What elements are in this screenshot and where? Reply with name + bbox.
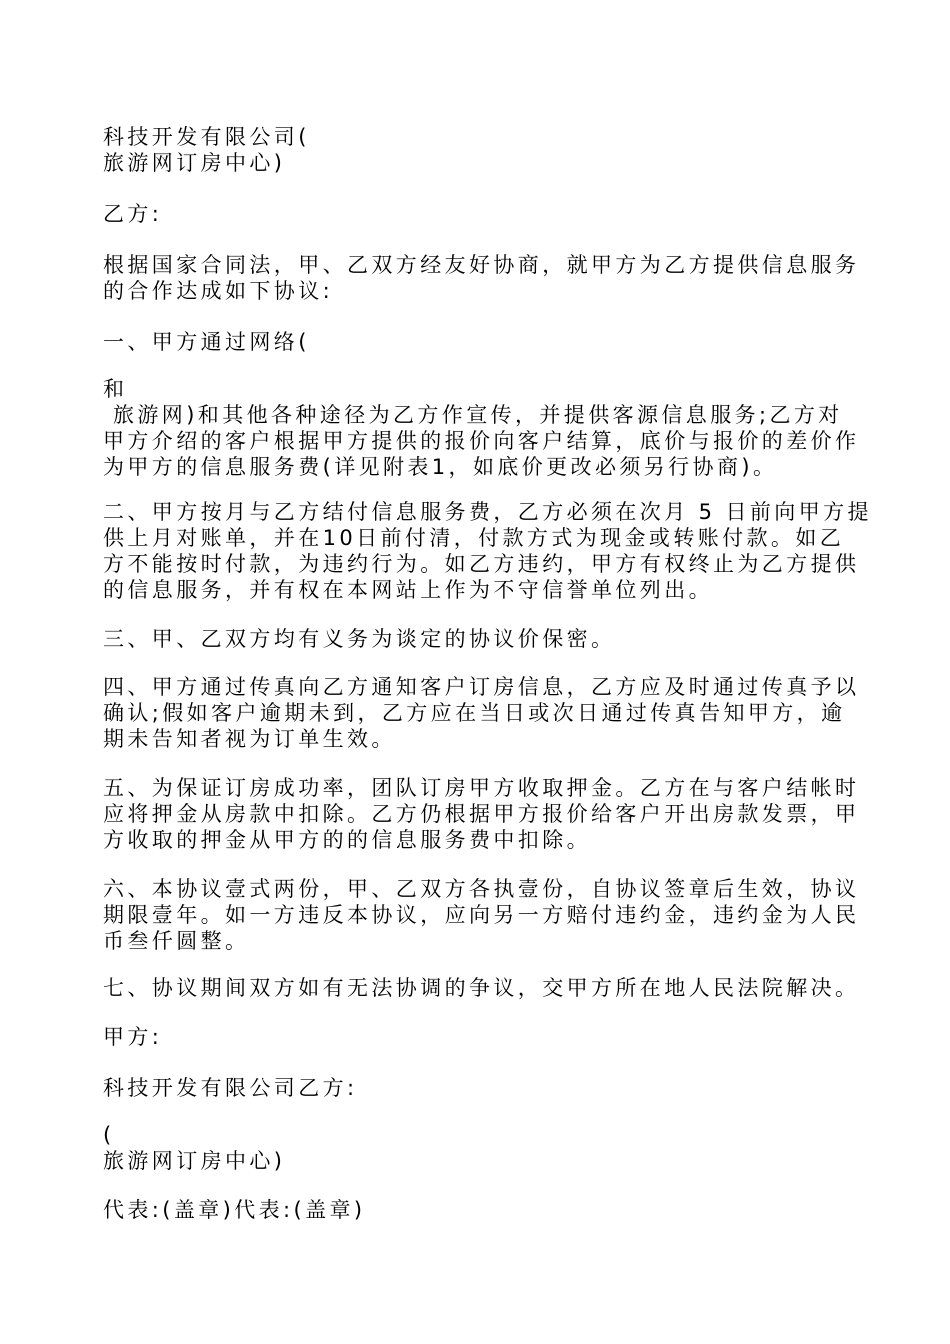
clause-5-line-1: 五、为保证订房成功率，团队订房甲方收取押金。乙方在与客户结帐时: [103, 776, 860, 800]
intro-line-2: 的合作达成如下协议:: [103, 279, 334, 303]
party-b-label: 乙方:: [103, 202, 163, 226]
clause-1-line-5: 为甲方的信息服务费(详见附表1，如底价更改必须另行协商)。: [103, 455, 778, 479]
clause-4-line-3: 期未告知者视为订单生效。: [103, 727, 396, 751]
signature-center-line: 旅游网订房中心): [103, 1149, 286, 1173]
clause-2-line-1: 二、甲方按月与乙方结付信息服务费，乙方必须在次月 5 日前向甲方提: [103, 500, 872, 524]
clause-3: 三、甲、乙双方均有义务为谈定的协议价保密。: [103, 627, 616, 651]
signature-company-line: 科技开发有限公司乙方:: [103, 1076, 358, 1100]
clause-6-line-2: 期限壹年。如一方违反本协议，应向另一方赔付违约金，违约金为人民: [103, 903, 860, 927]
clause-1-line-1: 一、甲方通过网络(: [103, 330, 310, 354]
clause-5-line-2: 应将押金从房款中扣除。乙方仍根据甲方报价给客户开出房款发票，甲: [103, 802, 860, 826]
representative-line: 代表:(盖章)代表:(盖章): [103, 1198, 366, 1222]
clause-5-line-3: 方收取的押金从甲方的的信息服务费中扣除。: [103, 828, 591, 852]
header-center: 旅游网订房中心): [103, 151, 286, 175]
clause-1-line-2: 和: [103, 377, 128, 401]
clause-4-line-1: 四、甲方通过传真向乙方通知客户订房信息，乙方应及时通过传真予以: [103, 675, 860, 699]
signature-paren-line: (: [103, 1123, 115, 1147]
header-company: 科技开发有限公司(: [103, 125, 310, 149]
clause-2-line-4: 的信息服务，并有权在本网站上作为不守信誉单位列出。: [103, 578, 713, 602]
clause-2-line-3: 方不能按时付款，为违约行为。如乙方违约，甲方有权终止为乙方提供: [103, 552, 860, 576]
clause-1-line-4: 甲方介绍的客户根据甲方提供的报价向客户结算，底价与报价的差价作: [103, 429, 860, 453]
clause-6-line-1: 六、本协议壹式两份，甲、乙双方各执壹份，自协议签章后生效，协议: [103, 877, 860, 901]
clause-7: 七、协议期间双方如有无法协调的争议，交甲方所在地人民法院解决。: [103, 976, 860, 1000]
clause-4-line-2: 确认;假如客户逾期未到，乙方应在当日或次日通过传真告知甲方，逾: [103, 701, 846, 725]
clause-6-line-3: 币叁仟圆整。: [103, 929, 250, 953]
intro-line-1: 根据国家合同法，甲、乙双方经友好协商，就甲方为乙方提供信息服务: [103, 253, 860, 277]
clause-1-line-3: 旅游网)和其他各种途径为乙方作宣传，并提供客源信息服务;乙方对: [113, 403, 843, 427]
clause-2-line-2: 供上月对账单，并在10日前付清，付款方式为现金或转账付款。如乙: [103, 526, 845, 550]
party-a-label: 甲方:: [103, 1025, 163, 1049]
